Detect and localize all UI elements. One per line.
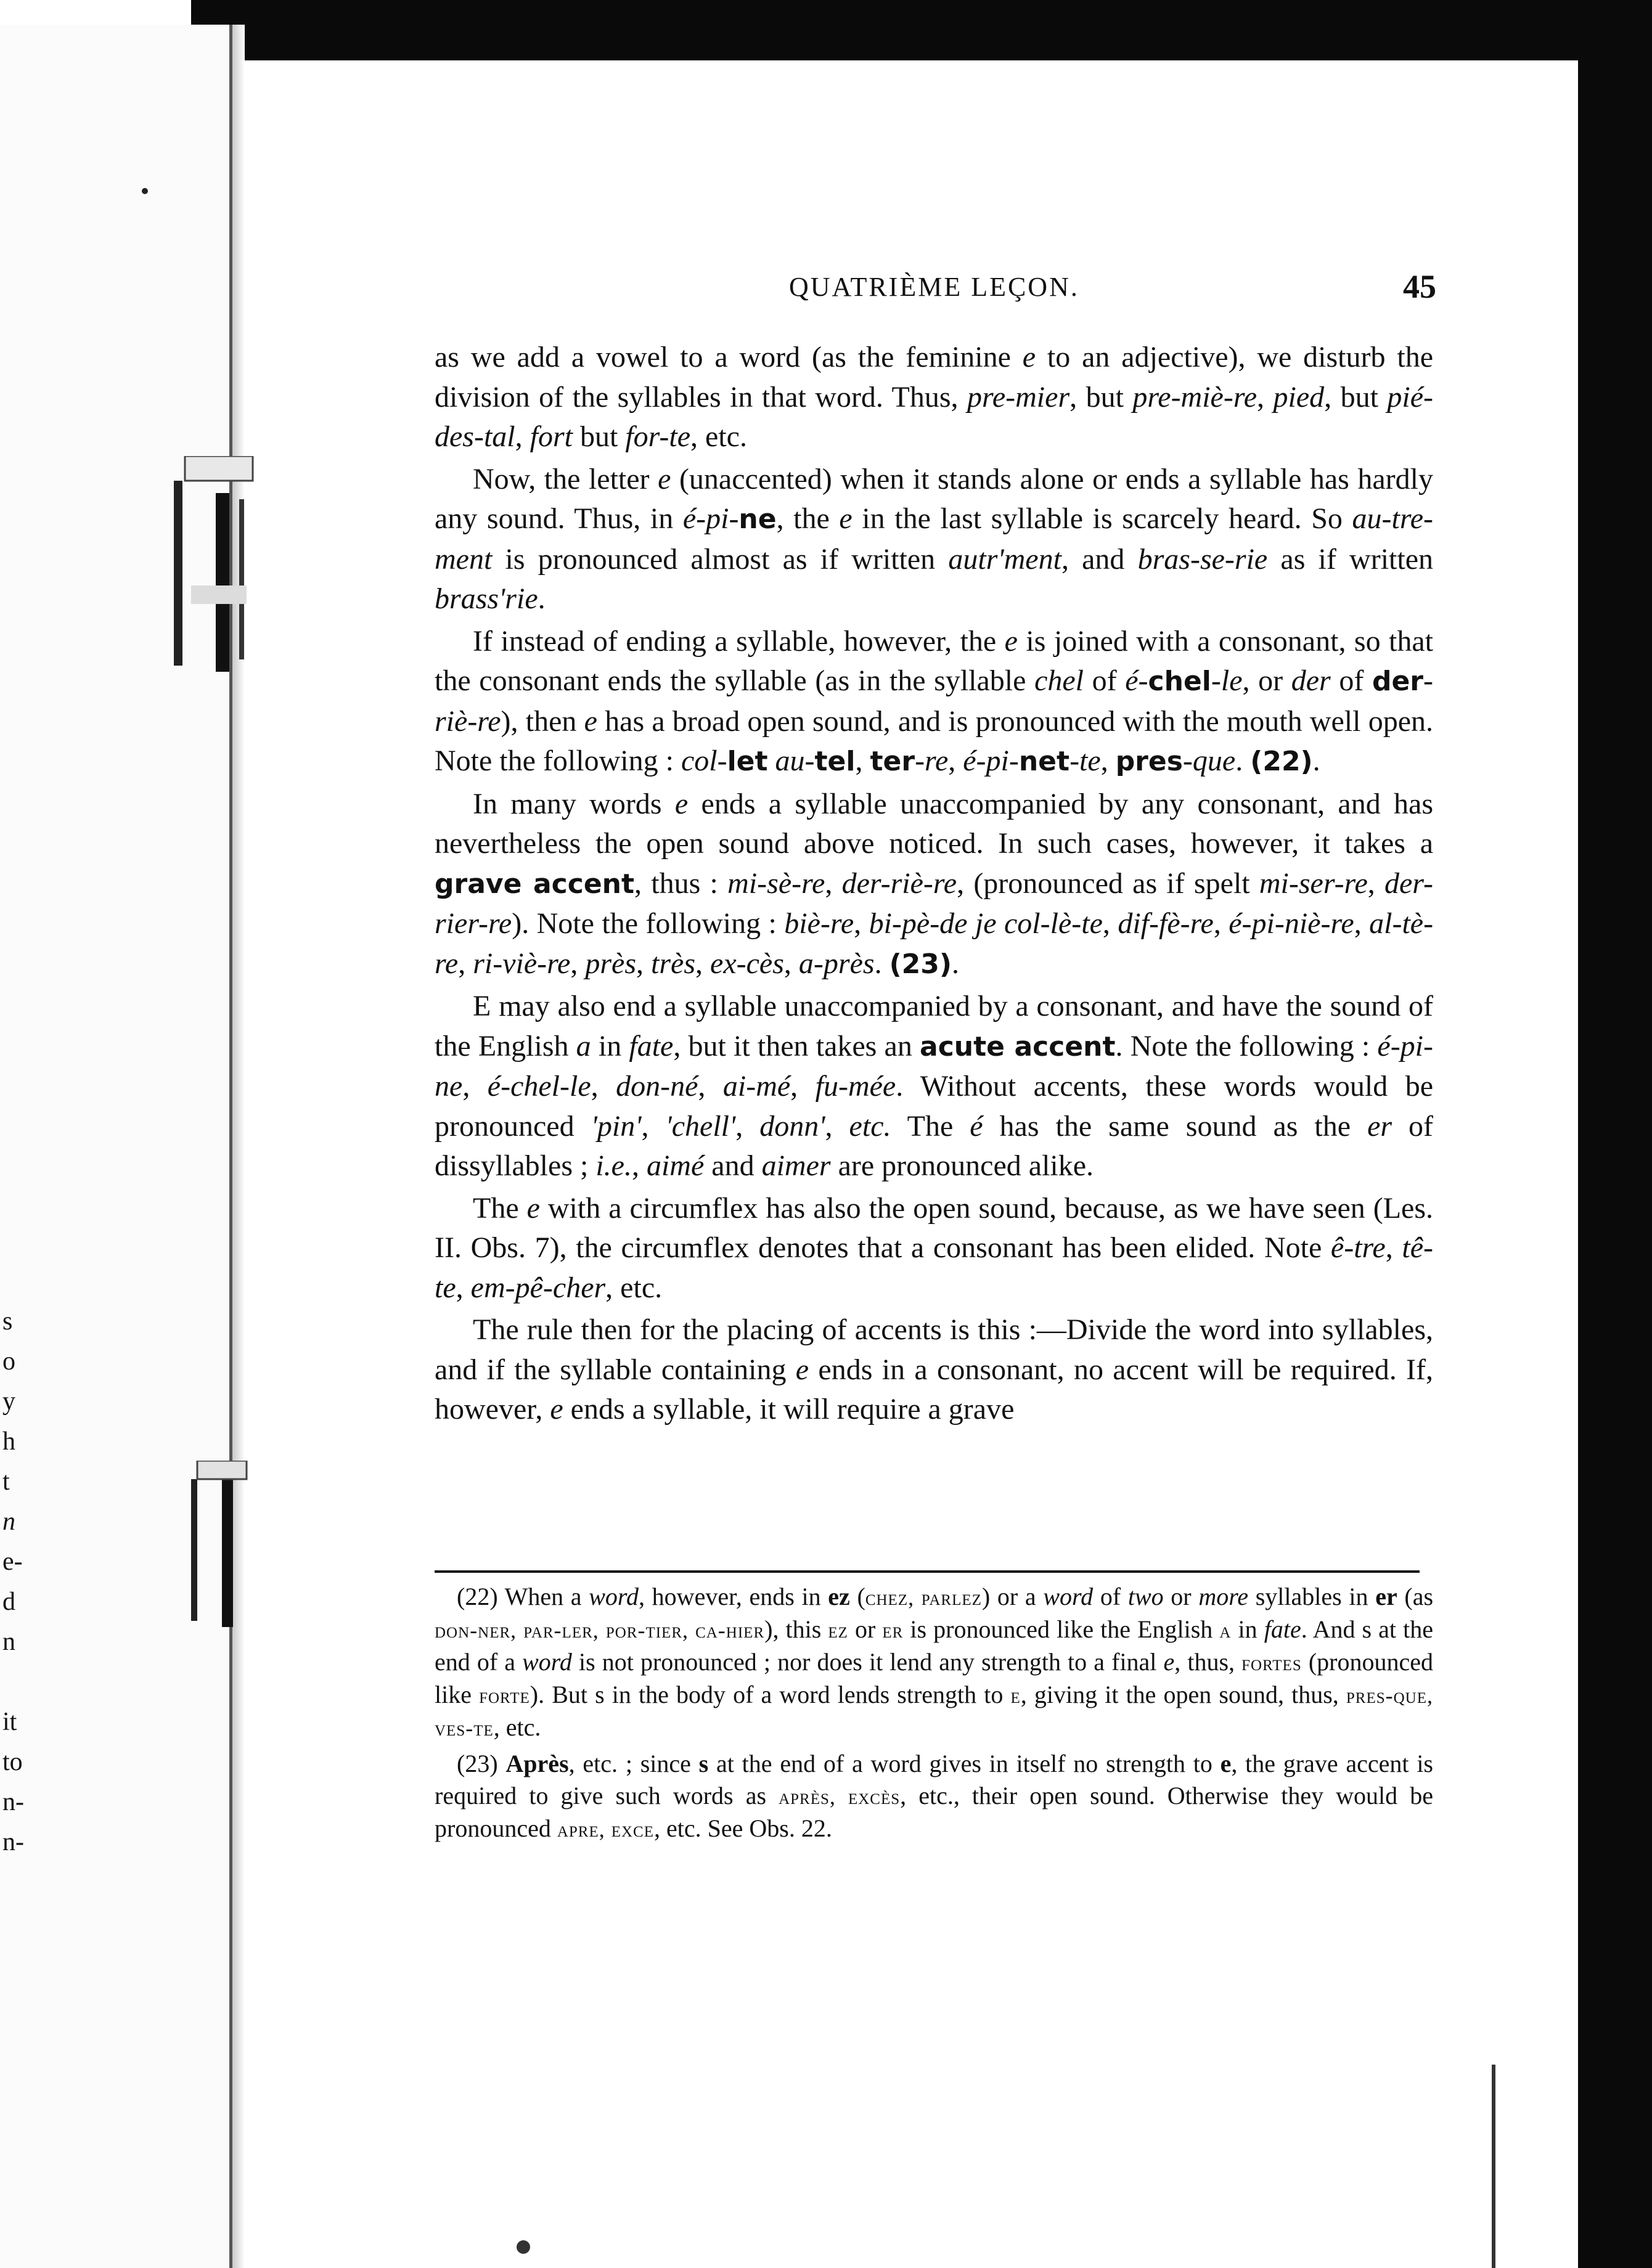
text-run: The (473, 1191, 527, 1225)
text-run: . And s at the end of a (435, 1615, 1433, 1676)
text-run: der (1291, 664, 1331, 697)
text-run: fate (1264, 1615, 1301, 1643)
paragraph (435, 1310, 1433, 1430)
text-run: , (631, 1149, 647, 1182)
text-run: ex-cès (710, 947, 784, 980)
text-run: at the end of a word gives in itself no strength to (708, 1750, 1221, 1777)
text-run: , (698, 1070, 723, 1103)
text-run: is joined with a consonant, so that the consonant ends the syllable (as in the syllable (435, 624, 1433, 697)
text-run: forte (479, 1683, 530, 1708)
text-run: e (658, 462, 671, 496)
text-run: , (515, 420, 530, 453)
scan-speck (142, 188, 148, 194)
text-run: don-ner, par-ler, por-tier, ca-hier (435, 1618, 765, 1642)
text-run: , (1213, 907, 1229, 940)
text-run: , (591, 1070, 616, 1103)
text-run: . Note the following : (1115, 1029, 1378, 1063)
text-run: 'pin' (591, 1109, 642, 1143)
text-run: fort (530, 420, 573, 453)
text-run: fortes (1241, 1650, 1302, 1675)
text-run: or (848, 1615, 883, 1643)
text-run: net (1018, 746, 1070, 777)
text-run: é-pi-ne (435, 1029, 1433, 1103)
text-run: , the (776, 502, 840, 535)
paragraph (435, 987, 1433, 1186)
footnote (435, 1581, 1433, 1744)
text-run: pié-des-tal (435, 380, 1433, 453)
text-run: , (636, 947, 652, 980)
text-run: (22) When a (457, 1583, 589, 1610)
text-run: of dissyllables ; (435, 1109, 1434, 1182)
text-run: ), then (501, 704, 584, 738)
text-run: E may also end a syllable unaccompanied by a consonant, and have the sound of the English (435, 990, 1433, 1063)
text-run: der-rier-re (435, 867, 1434, 940)
text-run: tel (814, 746, 856, 777)
text-run: , etc. ; since (568, 1750, 699, 1777)
text-run: of (1330, 664, 1372, 697)
text-run: with a circumflex has also the open sound, because, as we have seen (Les. II. Obs. 7), the circumflex denotes that a consonant has been elided. Note (435, 1191, 1434, 1264)
text-run: , but (1069, 380, 1133, 414)
text-run: e (1010, 1683, 1021, 1708)
text-run: , (1102, 907, 1118, 940)
text-run: , thus : (634, 867, 728, 900)
text-run: é-pi- (963, 744, 1019, 777)
text-run: The rule then for the placing of accents is this :—Divide the word into syllables, and if the syllable containing (435, 1313, 1433, 1386)
running-head: QUATRIÈME LEÇON. (789, 272, 1079, 302)
text-run: , giving it the open sound, thus, (1020, 1681, 1346, 1708)
text-run: , (825, 1109, 849, 1143)
text-run: In many words (473, 787, 675, 820)
text-run: je col-lè-te (975, 907, 1103, 940)
page-header (431, 268, 1436, 320)
text-run: pied (1273, 380, 1325, 414)
text-run: a (1219, 1618, 1232, 1642)
text-run: , (458, 947, 473, 980)
margin-char: n- (2, 1788, 24, 1816)
margin-char: y (2, 1387, 15, 1416)
text-run: Après (505, 1750, 569, 1777)
binding-stitch-lower (185, 1461, 253, 1639)
text-run: , (1354, 907, 1370, 940)
margin-char: n (2, 1507, 15, 1536)
text-run: , (pronounced as if spelt (957, 867, 1259, 900)
text-run: é-pi- (682, 502, 739, 535)
text-run: al-tè-re (435, 907, 1434, 980)
text-run: s (698, 1750, 709, 1777)
text-run: e (1163, 1648, 1175, 1676)
text-run: e (550, 1393, 563, 1426)
text-run: , (1100, 744, 1116, 777)
text-run: . (1312, 744, 1320, 777)
text-run: to an adjective), we disturb the division of the syllables in that word. Thus, (435, 341, 1433, 414)
text-run: mi-sè-re (727, 867, 825, 900)
text-run: , (735, 1109, 760, 1143)
text-run: é-pi-niè-re (1229, 907, 1354, 940)
text-run: pre-mier (967, 380, 1070, 414)
text-run: e (839, 502, 853, 535)
text-run: er (1375, 1583, 1397, 1610)
text-run: , etc., their open sound. Otherwise they would be pronounced (435, 1782, 1433, 1842)
text-run: as if written (1267, 542, 1434, 576)
binding-stitch-upper (166, 456, 265, 690)
page-number: 45 (1403, 268, 1436, 305)
text-run: pres-que, ves-te (435, 1683, 1433, 1740)
text-run: let (727, 746, 768, 777)
text-run: , but it then takes an (673, 1029, 920, 1063)
text-run: fate (629, 1029, 674, 1063)
text-run: mi-ser-re (1259, 867, 1368, 900)
gutter-shadow (232, 25, 245, 2268)
text-run: près (585, 947, 637, 980)
text-run: e (1022, 341, 1036, 373)
text-run: ez (828, 1618, 848, 1642)
text-run: (unaccented) when it stands alone or ends a syllable has hardly any sound. Thus, in (435, 462, 1434, 535)
text-run: ), this (764, 1615, 828, 1643)
text-run: autr'ment (948, 542, 1061, 576)
text-run: word (1043, 1583, 1094, 1610)
text-run: é-chel-le (487, 1070, 591, 1103)
text-run: chel (1034, 664, 1084, 697)
text-run: é- (1125, 664, 1148, 697)
text-run: , or (1242, 664, 1291, 697)
text-run: of (1084, 664, 1126, 697)
text-run: . (538, 582, 546, 615)
footnote (435, 1748, 1433, 1845)
margin-char: e- (2, 1548, 23, 1576)
text-run: ). Note the following : (512, 907, 785, 940)
paragraph (435, 622, 1433, 782)
text-run: très (651, 947, 696, 980)
text-run: ri-viè-re (473, 947, 571, 980)
text-run: donn' (759, 1109, 825, 1143)
text-run: Now, the letter (473, 462, 658, 496)
text-run: If instead of ending a syllable, however, the (473, 624, 1005, 658)
margin-char: to (2, 1748, 23, 1776)
text-run: é (970, 1109, 983, 1143)
scan-border-right (1578, 0, 1652, 2268)
text-run: -que (1182, 744, 1236, 777)
text-run: (pronounced like (435, 1648, 1433, 1708)
text-run: , the grave accent is required to give such words as (435, 1750, 1433, 1809)
text-run: après, excès (779, 1784, 901, 1809)
text-run: , (854, 907, 869, 940)
text-run: bi-pè-de (869, 907, 968, 940)
text-run: chel (1148, 666, 1211, 697)
text-run: more (1198, 1583, 1249, 1610)
text-run: ends a syllable unaccompanied by any consonant, and has nevertheless the open sound above noticed. In such cases, however, it takes a (435, 787, 1434, 860)
text-run: for-te (625, 420, 691, 453)
text-run: grave accent (435, 868, 635, 900)
text-run: dif-fè-re (1118, 907, 1214, 940)
text-run: (23) (889, 948, 952, 980)
text-run: and (704, 1149, 762, 1182)
text-run: der-riè-re (841, 867, 957, 900)
text-run: , (1367, 867, 1384, 900)
text-run: aimer (761, 1149, 831, 1182)
text-run: e (526, 1191, 540, 1225)
text-run: i.e. (595, 1149, 632, 1182)
text-run: em-pê-cher (470, 1271, 606, 1304)
text-run: biè-re (784, 907, 854, 940)
text-run: -riè-re (435, 664, 1433, 738)
page-edge-bottom (1492, 2065, 1495, 2268)
facing-page-edge (0, 25, 232, 2268)
margin-char: s (2, 1307, 13, 1336)
text-run: e (1220, 1750, 1232, 1777)
text-run: a-près (798, 947, 875, 980)
scan-border-top (191, 0, 1652, 60)
text-run: -le (1211, 664, 1243, 697)
text-run: or (1163, 1583, 1199, 1610)
text-run: , (783, 947, 799, 980)
text-run: au-tre-ment (435, 502, 1434, 576)
text-run: in the last syllable is scarcely heard. So (852, 502, 1352, 535)
text-run: as we add a vowel to a word (as the feminine (435, 341, 1023, 373)
text-run: . (874, 947, 889, 980)
text-run: (23) (457, 1750, 506, 1777)
text-run: , (790, 1070, 816, 1103)
text-run: der (1372, 666, 1424, 697)
text-run: word (589, 1583, 639, 1610)
text-run: , but (1324, 380, 1388, 414)
text-run: , etc. (493, 1713, 541, 1741)
margin-char: o (2, 1347, 15, 1376)
text-run: is pronounced almost as if written (492, 542, 949, 576)
text-run: e (1004, 624, 1018, 658)
text-run: ) or a (981, 1583, 1044, 1610)
text-run: , etc. (605, 1271, 663, 1304)
margin-char: n (2, 1628, 15, 1656)
text-run: has a broad open sound, and is pronounced with the mouth well open. Note the following : (435, 704, 1433, 777)
text-run: ( (849, 1583, 865, 1610)
text-run: ends in a consonant, no accent will be required. If, however, (435, 1353, 1433, 1426)
margin-char: t (2, 1467, 10, 1496)
text-run: two (1127, 1583, 1164, 1610)
text-run: apre, exce (557, 1817, 655, 1842)
text-run: ends a syllable, it will require a grave (563, 1393, 1015, 1426)
text-run: , (456, 1271, 471, 1304)
text-run: word (522, 1648, 572, 1676)
text-run: , (855, 744, 870, 777)
text-run: , etc. See Obs. 22. (654, 1814, 832, 1842)
text-run: pres (1115, 746, 1183, 777)
text-run: is not pronounced ; nor does it lend any strength to a final (571, 1648, 1164, 1676)
text-run: in (591, 1029, 629, 1063)
text-run: . (1235, 744, 1251, 777)
paragraph (435, 460, 1433, 619)
text-run: , however, ends in (639, 1583, 828, 1610)
paragraph (435, 1189, 1433, 1308)
text-run: , (825, 867, 842, 900)
text-run: has the same sound as the (983, 1109, 1368, 1143)
text-run: 'chell' (665, 1109, 736, 1143)
text-run: bras-se-rie (1137, 542, 1268, 576)
text-run: ê-tre (1330, 1231, 1386, 1264)
text-run: brass'rie (435, 582, 538, 615)
text-run: of (1093, 1583, 1128, 1610)
text-run: tê-te (435, 1231, 1434, 1304)
text-run: aimé (646, 1149, 705, 1182)
text-run (967, 907, 975, 940)
text-run: , (641, 1109, 666, 1143)
text-run: ter (870, 746, 915, 777)
text-run: ez (828, 1583, 850, 1610)
footnotes (435, 1581, 1433, 1849)
text-run: ne (738, 504, 777, 535)
text-run: are pronounced alike. (830, 1149, 1094, 1182)
text-run: -re (915, 744, 949, 777)
text-run: , (462, 1070, 488, 1103)
text-run: fu-mée (815, 1070, 896, 1103)
text-run: acute accent (920, 1030, 1116, 1063)
text-run: The (891, 1109, 970, 1143)
text-run: but (573, 420, 626, 453)
text-run: au- (775, 744, 815, 777)
text-run: syllables in (1248, 1583, 1376, 1610)
margin-char: n- (2, 1828, 24, 1856)
text-run: a (576, 1029, 591, 1063)
margin-char: it (2, 1708, 17, 1736)
text-run: er (882, 1618, 904, 1642)
text-run: pre-miè-re (1132, 380, 1257, 414)
text-run: , (1257, 380, 1274, 414)
paragraph (435, 785, 1433, 985)
margin-char: d (2, 1588, 15, 1616)
text-run: is pronounced like the English (903, 1615, 1220, 1643)
text-run: . Without accents, these words would be pronounced (435, 1070, 1434, 1143)
text-run: , (948, 744, 963, 777)
text-run: , (695, 947, 711, 980)
text-run: chez, parlez (865, 1585, 982, 1610)
text-run: e (795, 1353, 809, 1386)
text-run: , etc. (690, 420, 747, 453)
text-run: e (584, 704, 597, 738)
text-run: er (1367, 1109, 1392, 1143)
text-run: col- (681, 744, 727, 777)
text-run: e (674, 787, 689, 820)
text-run: , (570, 947, 586, 980)
text-run: . (952, 947, 960, 980)
text-run: (as (1397, 1583, 1434, 1610)
text-run: etc. (849, 1109, 891, 1143)
scan-blot (517, 2240, 530, 2254)
text-run: , thus, (1174, 1648, 1242, 1676)
text-run: ai-mé (722, 1070, 791, 1103)
margin-char: h (2, 1427, 15, 1456)
text-run: ). But s in the body of a word lends strength to (530, 1681, 1011, 1708)
text-run: -te (1069, 744, 1101, 777)
text-run: , (1385, 1231, 1402, 1264)
footnote-rule (435, 1570, 1420, 1573)
text-run: in (1231, 1615, 1264, 1643)
text-run: don-né (616, 1070, 698, 1103)
main-body-text (435, 338, 1433, 1432)
text-run (768, 744, 775, 777)
text-run: , and (1061, 542, 1138, 576)
text-run: (22) (1250, 746, 1313, 777)
paragraph (435, 338, 1433, 457)
